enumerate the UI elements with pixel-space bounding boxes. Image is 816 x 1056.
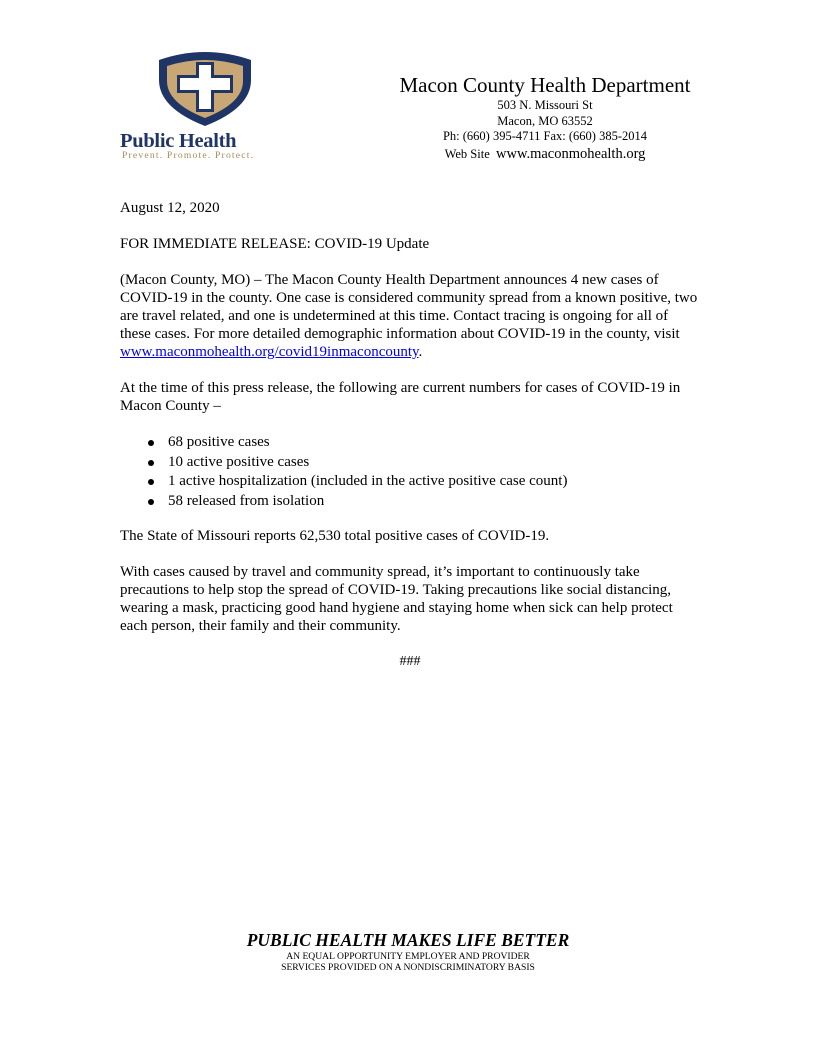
list-item: 1 active hospitalization (included in the active positive case count) — [120, 472, 700, 492]
covid-data-link[interactable]: www.maconmohealth.org/covid19inmaconcounty — [120, 344, 419, 360]
public-health-logo — [120, 50, 290, 160]
organization-name: Macon County Health Department — [399, 73, 691, 97]
address-line-2: Macon, MO 63552 — [497, 113, 593, 128]
website-line — [395, 146, 695, 163]
paragraph-announcement — [120, 271, 700, 361]
footer-nondiscrimination: SERVICES PROVIDED ON A NONDISCRIMINATORY BASIS — [281, 962, 535, 973]
release-heading: FOR IMMEDIATE RELEASE: COVID-19 Update — [120, 236, 430, 252]
footer-equal-opportunity: AN EQUAL OPPORTUNITY EMPLOYER AND PROVIDER — [286, 951, 530, 962]
list-item: 68 positive cases — [120, 433, 700, 453]
paragraph-current-numbers: At the time of this press release, the following are current numbers for cases of COVID-19 in Macon County – — [120, 380, 681, 414]
website-label: Web Site — [444, 146, 490, 161]
paragraph-state-total: The State of Missouri reports 62,530 total positive cases of COVID-19. — [120, 528, 550, 544]
case-count-list — [120, 433, 700, 511]
shield-cross-icon — [153, 50, 257, 128]
address-line-1: 503 N. Missouri St — [497, 98, 593, 112]
paragraph-precautions: With cases caused by travel and community spread, it’s important to continuously take precautions to help stop the spread of COVID-19. Taking precautions like social distancing, wearing a mask, practicing good hand hygiene and staying home when sick can help protect each person, their family and their community. — [120, 564, 673, 634]
logo-wordmark: Public Health — [120, 130, 237, 152]
press-release-body — [120, 199, 700, 671]
website-url: www.maconmohealth.org — [496, 145, 646, 162]
footer — [160, 929, 656, 973]
logo-tagline: Prevent. Promote. Protect. — [122, 150, 255, 161]
announcement-text: (Macon County, MO) – The Macon County Health Department announces 4 new cases of COVID-19 in the county. One case is considered community spread from a known positive, two are travel related, and one is undetermined at this time. Contact tracing is ongoing for all of these cases. For more detailed demographic information about COVID-19 in the county, visit — [120, 272, 698, 342]
list-item: 10 active positive cases — [120, 453, 700, 473]
footer-slogan: PUBLIC HEALTH MAKES LIFE BETTER — [246, 930, 570, 950]
release-date: August 12, 2020 — [120, 200, 220, 216]
letterhead — [395, 72, 695, 163]
announcement-end: . — [418, 344, 423, 360]
list-item: 58 released from isolation — [120, 492, 700, 512]
phone-fax: Ph: (660) 395-4711 Fax: (660) 385-2014 — [442, 129, 648, 143]
end-mark: ### — [399, 654, 421, 669]
